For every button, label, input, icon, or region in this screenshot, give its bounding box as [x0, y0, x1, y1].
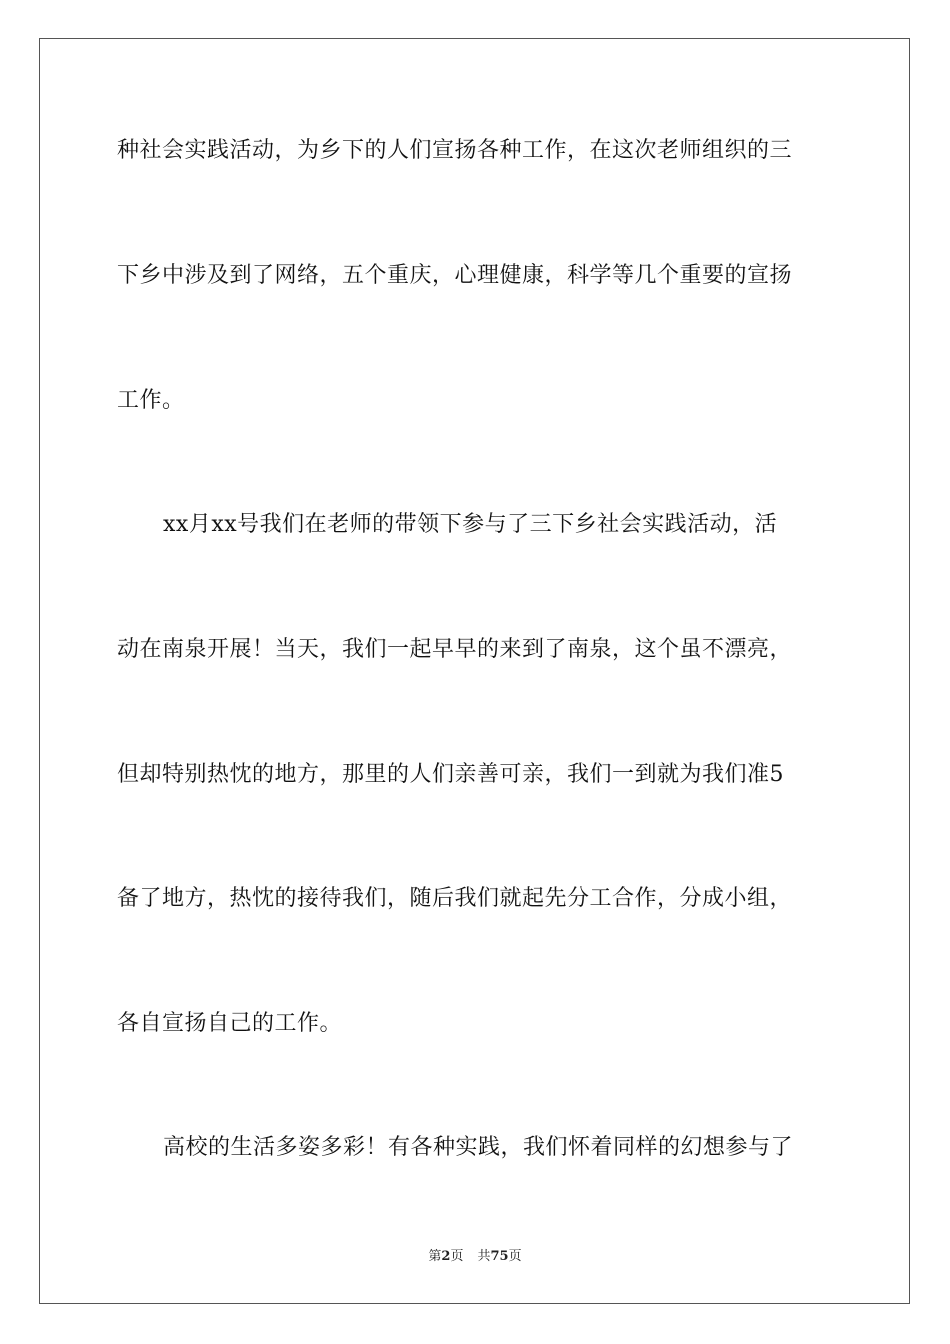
body-text-line-7: 备了地方，热忱的接待我们，随后我们就起先分工合作，分成小组， [117, 886, 793, 911]
page-border [39, 38, 910, 1304]
body-text-line-1: 种社会实践活动，为乡下的人们宣扬各种工作，在这次老师组织的三 [117, 138, 793, 163]
total-pages: 75 [490, 1249, 509, 1264]
page-prefix: 第 [428, 1249, 442, 1264]
page-suffix: 页 [450, 1249, 464, 1264]
page-number: 2 [441, 1249, 451, 1264]
total-suffix: 页 [508, 1249, 522, 1264]
body-text-line-8: 各自宣扬自己的工作。 [117, 1011, 343, 1036]
body-text-line-4: xx月xx号我们在老师的带领下参与了三下乡社会实践活动，活 [163, 512, 778, 537]
total-prefix: 共 [477, 1249, 491, 1264]
body-text-line-2: 下乡中涉及到了网络，五个重庆，心理健康，科学等几个重要的宣扬 [117, 263, 793, 288]
body-text-line-3: 工作。 [117, 388, 185, 413]
body-text-line-6: 但却特别热忱的地方，那里的人们亲善可亲，我们一到就为我们准5 [117, 762, 784, 787]
page-footer [0, 1248, 950, 1266]
body-text-line-9: 高校的生活多姿多彩！有各种实践，我们怀着同样的幻想参与了 [163, 1135, 794, 1160]
body-text-line-5: 动在南泉开展！当天，我们一起早早的来到了南泉，这个虽不漂亮， [117, 637, 793, 662]
